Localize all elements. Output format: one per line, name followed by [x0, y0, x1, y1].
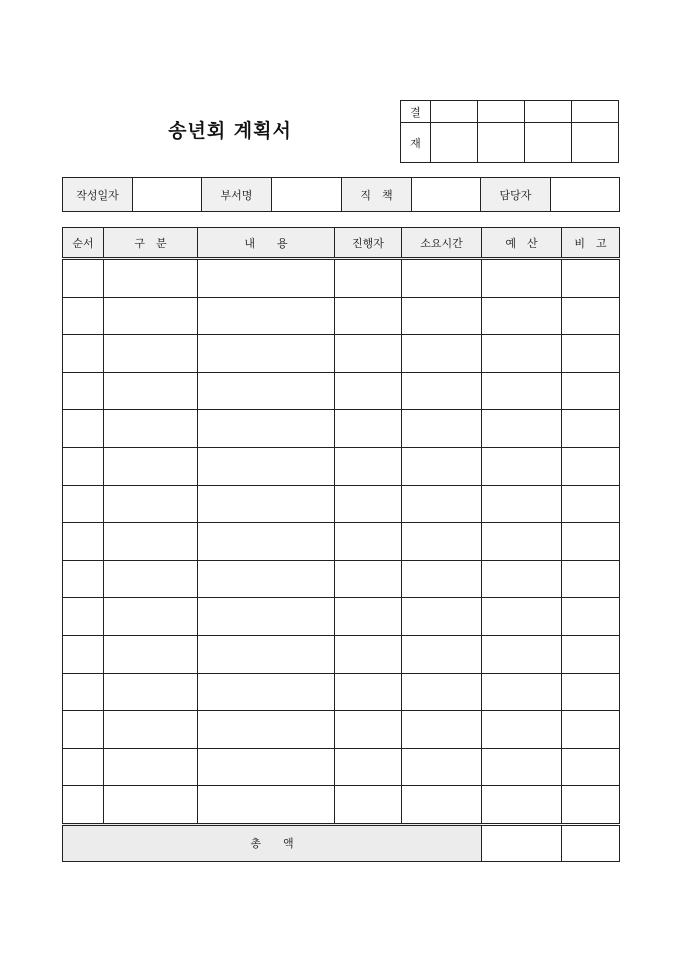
table-cell[interactable] [104, 635, 198, 673]
approval-header-cell [525, 101, 572, 123]
table-cell[interactable] [198, 372, 335, 410]
table-cell[interactable] [104, 372, 198, 410]
table-cell[interactable] [198, 259, 335, 298]
table-cell[interactable] [335, 673, 402, 711]
approval-header-cell [431, 101, 478, 123]
table-cell[interactable] [104, 598, 198, 636]
table-cell[interactable] [198, 447, 335, 485]
approval-sign-cell[interactable] [572, 123, 619, 163]
table-cell[interactable] [104, 410, 198, 448]
table-cell[interactable] [198, 560, 335, 598]
table-cell[interactable] [335, 711, 402, 749]
table-cell[interactable] [482, 560, 562, 598]
table-row [63, 711, 620, 749]
table-cell[interactable] [482, 748, 562, 786]
approval-sign-cell[interactable] [525, 123, 572, 163]
table-row [63, 748, 620, 786]
table-cell[interactable] [482, 786, 562, 825]
table-cell[interactable] [335, 335, 402, 373]
manager-field[interactable] [551, 178, 620, 212]
table-cell[interactable] [562, 673, 620, 711]
table-cell[interactable] [335, 410, 402, 448]
table-cell[interactable] [198, 410, 335, 448]
table-cell[interactable] [562, 485, 620, 523]
table-cell[interactable] [402, 635, 482, 673]
table-row [63, 372, 620, 410]
approval-label-bottom: 재 [401, 123, 431, 163]
table-cell[interactable] [402, 410, 482, 448]
table-cell[interactable] [482, 673, 562, 711]
header-host: 진행자 [335, 228, 402, 259]
position-label: 직 책 [342, 178, 412, 212]
table-cell[interactable] [104, 523, 198, 561]
position-field[interactable] [412, 178, 481, 212]
table-cell[interactable] [562, 786, 620, 825]
table-cell[interactable] [482, 523, 562, 561]
table-row [63, 560, 620, 598]
table-cell[interactable] [335, 786, 402, 825]
table-row [63, 673, 620, 711]
table-cell[interactable] [63, 335, 104, 373]
table-cell[interactable] [104, 786, 198, 825]
table-cell[interactable] [562, 259, 620, 298]
table-cell[interactable] [63, 748, 104, 786]
table-cell[interactable] [198, 748, 335, 786]
manager-label: 담당자 [481, 178, 551, 212]
info-table [62, 177, 620, 212]
approval-label-top: 결 [401, 101, 431, 123]
table-cell[interactable] [198, 335, 335, 373]
header-content: 내 용 [198, 228, 335, 259]
table-cell[interactable] [104, 297, 198, 335]
table-cell[interactable] [482, 372, 562, 410]
table-cell[interactable] [335, 560, 402, 598]
table-cell[interactable] [335, 523, 402, 561]
table-cell[interactable] [198, 485, 335, 523]
approval-sign-cell[interactable] [478, 123, 525, 163]
table-cell[interactable] [402, 748, 482, 786]
table-cell[interactable] [63, 523, 104, 561]
table-cell[interactable] [402, 786, 482, 825]
table-cell[interactable] [198, 711, 335, 749]
table-cell[interactable] [562, 335, 620, 373]
table-cell[interactable] [335, 598, 402, 636]
table-cell[interactable] [198, 673, 335, 711]
table-row [63, 259, 620, 298]
table-cell[interactable] [198, 635, 335, 673]
table-cell[interactable] [402, 560, 482, 598]
table-row [63, 335, 620, 373]
header-remarks: 비 고 [562, 228, 620, 259]
table-cell[interactable] [482, 259, 562, 298]
table-cell[interactable] [402, 485, 482, 523]
table-cell[interactable] [104, 485, 198, 523]
table-cell[interactable] [335, 259, 402, 298]
table-cell[interactable] [335, 372, 402, 410]
approval-header-cell [478, 101, 525, 123]
table-cell[interactable] [562, 523, 620, 561]
table-cell[interactable] [562, 560, 620, 598]
table-row [63, 598, 620, 636]
table-cell[interactable] [198, 598, 335, 636]
table-cell[interactable] [63, 485, 104, 523]
table-row [63, 447, 620, 485]
table-row [63, 523, 620, 561]
approval-box [400, 100, 619, 163]
table-cell[interactable] [482, 635, 562, 673]
table-row [63, 635, 620, 673]
table-cell[interactable] [104, 447, 198, 485]
table-cell[interactable] [482, 447, 562, 485]
table-cell[interactable] [104, 335, 198, 373]
table-cell[interactable] [104, 259, 198, 298]
page-title: 송년회 계획서 [168, 120, 292, 142]
table-row [63, 786, 620, 825]
table-cell[interactable] [402, 523, 482, 561]
table-cell[interactable] [63, 410, 104, 448]
table-cell[interactable] [63, 635, 104, 673]
total-label: 총 액 [63, 824, 482, 861]
table-cell[interactable] [482, 485, 562, 523]
header-category: 구 분 [104, 228, 198, 259]
table-cell[interactable] [562, 447, 620, 485]
table-cell[interactable] [482, 335, 562, 373]
approval-sign-cell[interactable] [431, 123, 478, 163]
table-cell[interactable] [482, 711, 562, 749]
header-order: 순서 [63, 228, 104, 259]
table-cell[interactable] [482, 297, 562, 335]
written-date-label: 작성일자 [63, 178, 133, 212]
table-cell[interactable] [198, 523, 335, 561]
table-cell[interactable] [335, 748, 402, 786]
table-row [63, 485, 620, 523]
total-remarks-cell[interactable] [562, 824, 620, 861]
table-cell[interactable] [63, 297, 104, 335]
header-duration: 소요시간 [402, 228, 482, 259]
table-cell[interactable] [335, 635, 402, 673]
table-row [63, 297, 620, 335]
table-cell[interactable] [402, 297, 482, 335]
total-budget-cell[interactable] [482, 824, 562, 861]
table-row [63, 410, 620, 448]
table-cell[interactable] [402, 673, 482, 711]
written-date-field[interactable] [133, 178, 202, 212]
table-cell[interactable] [104, 673, 198, 711]
table-cell[interactable] [198, 786, 335, 825]
table-cell[interactable] [562, 711, 620, 749]
table-cell[interactable] [63, 673, 104, 711]
department-field[interactable] [272, 178, 342, 212]
header-budget: 예 산 [482, 228, 562, 259]
table-cell[interactable] [562, 748, 620, 786]
table-cell[interactable] [335, 447, 402, 485]
table-cell[interactable] [63, 598, 104, 636]
department-label: 부서명 [202, 178, 272, 212]
table-cell[interactable] [562, 598, 620, 636]
table-cell[interactable] [335, 297, 402, 335]
table-cell[interactable] [562, 372, 620, 410]
table-cell[interactable] [402, 598, 482, 636]
table-cell[interactable] [63, 711, 104, 749]
table-cell[interactable] [402, 447, 482, 485]
table-cell[interactable] [63, 786, 104, 825]
plan-table [62, 227, 620, 862]
table-cell[interactable] [562, 635, 620, 673]
table-cell[interactable] [402, 335, 482, 373]
table-cell[interactable] [402, 259, 482, 298]
table-cell[interactable] [335, 485, 402, 523]
table-cell[interactable] [63, 372, 104, 410]
table-cell[interactable] [63, 560, 104, 598]
table-cell[interactable] [562, 297, 620, 335]
table-cell[interactable] [402, 372, 482, 410]
table-cell[interactable] [402, 711, 482, 749]
table-cell[interactable] [198, 297, 335, 335]
table-cell[interactable] [104, 560, 198, 598]
table-cell[interactable] [482, 410, 562, 448]
table-cell[interactable] [482, 598, 562, 636]
table-cell[interactable] [63, 447, 104, 485]
table-cell[interactable] [104, 711, 198, 749]
table-cell[interactable] [562, 410, 620, 448]
table-cell[interactable] [104, 748, 198, 786]
table-cell[interactable] [63, 259, 104, 298]
approval-header-cell [572, 101, 619, 123]
